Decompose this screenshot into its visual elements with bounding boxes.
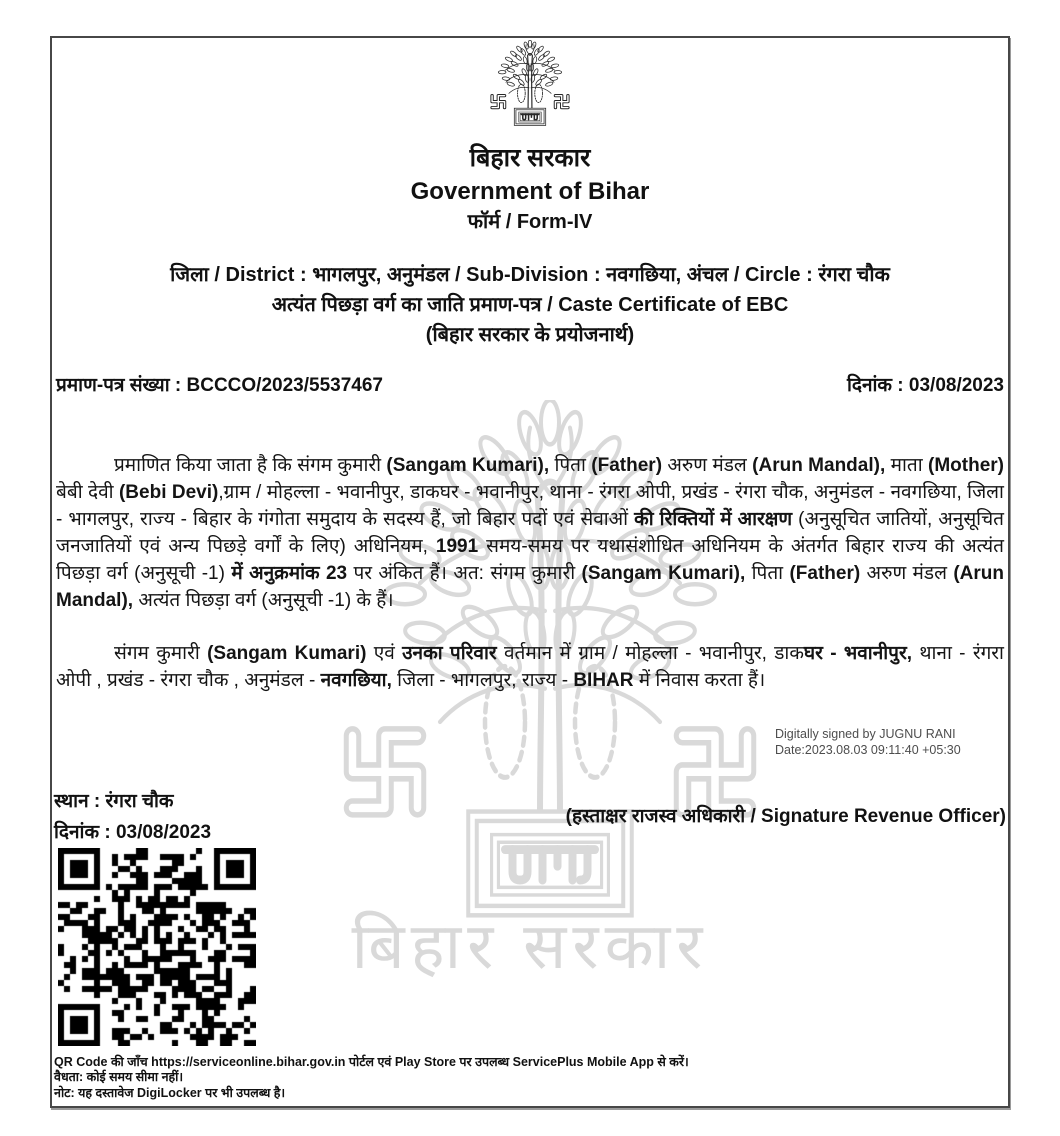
certificate-number-label: प्रमाण-पत्र संख्या : xyxy=(56,375,182,396)
issue-date xyxy=(847,374,1004,398)
footer-validity-note: वैधता: कोई समय सीमा नहीं। xyxy=(54,1070,184,1084)
certificate-meta-row xyxy=(56,374,1004,398)
signoff-date-line: दिनांक : 03/08/2023 xyxy=(54,822,212,843)
footer-notes xyxy=(54,1055,689,1102)
digital-signature-line1: Digitally signed by JUGNU RANI xyxy=(775,727,956,741)
certificate-number-value: BCCCO/2023/5537467 xyxy=(186,375,383,396)
footer-qr-verification-note: QR Code की जाँच https://serviceonline.bihar.gov.in पोर्टल एवं Play Store पर उपलब्ध ServicePlus Mobile App से करें। xyxy=(54,1054,689,1069)
signature-revenue-officer-line: (हस्ताक्षर राजस्व अधिकारी / Signature Revenue Officer) xyxy=(565,806,1006,827)
certificate-border-frame xyxy=(50,36,1010,1108)
certificate-body-paragraph-2: संगम कुमारी (Sangam Kumari) एवं उनका परिवार वर्तमान में ग्राम / मोहल्ला - भवानीपुर, डाकघर - भवानीपुर, थाना - रंगरा ओपी , प्रखंड - रंगरा चौक , अनुमंडल - नवगछिया, जिला - भागलपुर, राज्य - BIHAR में निवास करता हैं। xyxy=(56,643,1004,691)
digital-signature-line2: Date:2023.08.03 09:11:40 +05:30 xyxy=(775,743,961,757)
certificate-body-paragraph-1: प्रमाणित किया जाता है कि संगम कुमारी (Sangam Kumari), पिता (Father) अरुण मंडल (Arun Mandal), माता (Mother) बेबी देवी (Bebi Devi),ग्राम / मोहल्ला - भवानीपुर, डाकघर - भवानीपुर, थाना - रंगरा ओपी, प्रखंड - रंगरा चौक, अनुमंडल - नवगछिया, जिला - भागलपुर, राज्य - बिहार के गंगोता समुदाय के सदस्य हैं, जो बिहार पदों एवं सेवाओं की रिक्तियों में आरक्षण (अनुसूचित जातियों, अनुसूचित जनजातियों एवं अन्य पिछड़े वर्गों के लिए) अधिनियम, 1991 समय-समय पर यथासंशोधित अधिनियम के अंतर्गत बिहार राज्य की अत्यंत पिछड़ा वर्ग (अनुसूची -1) में अनुक्रमांक 23 पर अंकित हैं। अत: संगम कुमारी (Sangam Kumari), पिता (Father) अरुण मंडल (Arun Mandal), अत्यंत पिछड़ा वर्ग (अनुसूची -1) के हैं। xyxy=(56,455,1004,611)
issue-date-value: 03/08/2023 xyxy=(908,375,1004,396)
header-title-english: Government of Bihar xyxy=(410,178,650,205)
header xyxy=(56,40,1004,234)
digital-signature-block xyxy=(775,726,961,758)
certificate-title-line: अत्यंत पिछड़ा वर्ग का जाति प्रमाण-पत्र / Caste Certificate of EBC xyxy=(271,294,789,316)
qr-code xyxy=(58,848,256,1046)
certificate-number xyxy=(56,374,383,398)
footer-digilocker-note: नोट: यह दस्तावेज DigiLocker पर भी उपलब्ध है। xyxy=(54,1085,286,1100)
subheader xyxy=(56,260,1004,350)
signoff-place-date xyxy=(54,786,211,848)
header-title-hindi: बिहार सरकार xyxy=(469,144,591,172)
purpose-line: (बिहार सरकार के प्रयोजनार्थ) xyxy=(425,324,635,346)
district-subdivision-circle-line: जिला / District : भागलपुर, अनुमंडल / Sub-Division : नवगछिया, अंचल / Circle : रंगरा चौक xyxy=(170,264,890,286)
issue-date-label: दिनांक : xyxy=(846,375,904,396)
watermark-text: बिहार सरकार xyxy=(351,910,709,982)
place-line: स्थान : रंगरा चौक xyxy=(54,791,174,812)
bihar-government-emblem-icon xyxy=(482,40,578,132)
form-number-line: फॉर्म / Form-IV xyxy=(467,211,593,233)
